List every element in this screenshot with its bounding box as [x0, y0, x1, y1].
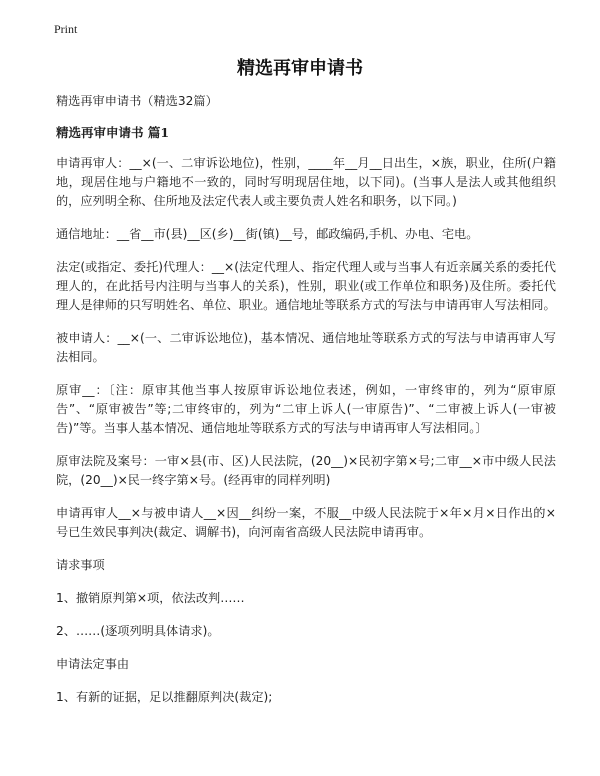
heading-requests: 请求事项	[56, 558, 105, 572]
paragraph-agent: 法定(或指定、委托)代理人：__×(法定代理人、指定代理人或与当事人有近亲属关系的委托代理人的，在此括号内注明与当事人的关系)，性别，职业(或工作单位和职务)及住所。委托代理人是律师的只写明姓名、单位、职业。通信地址等联系方式的写法与申请再审人写法相同。	[56, 260, 556, 312]
page-title: 精选再审申请书	[237, 58, 363, 79]
request-item-1: 1、撤销原判第×项，依法改判……	[56, 591, 245, 605]
request-item-2: 2、……(逐项列明具体请求)。	[56, 624, 220, 638]
paragraph-original-party: 原审__：〔注：原审其他当事人按原审诉讼地位表述，例如，一审终审的，列为“原审原告”、“原审被告”等;二审终审的，列为“二审上诉人(一审原告)”、“二审被上诉人(一审被告)”等。当事人基本情况、通信地址等联系方式的写法与申请再审人写法相同。〕	[56, 383, 556, 435]
print-link[interactable]: Print	[54, 22, 78, 36]
paragraph-applicant: 申请再审人：__×(一、二审诉讼地位)，性别，____年__月__日出生，×族，职业，住所(户籍地，现居住地与户籍地不一致的，同时写明现居住地，以下同)。(当事人是法人或其他组织的，应列明全称、住所地及法定代表人或主要负责人姓名和职务，以下同。)	[56, 156, 556, 208]
paragraph-court-case: 原审法院及案号：一审×县(市、区)人民法院，(20__)×民初字第×号;二审__×市中级人民法院，(20__)×民一终字第×号。(经再审的同样列明)	[56, 454, 556, 487]
paragraph-respondent: 被申请人：__×(一、二审诉讼地位)，基本情况、通信地址等联系方式的写法与申请再审人写法相同。	[56, 331, 556, 364]
paragraph-address: 通信地址：__省__市(县)__区(乡)__街(镇)__号，邮政编码,手机、办电、宅电。	[56, 227, 479, 241]
ground-item-1: 1、有新的证据，足以推翻原判决(裁定);	[56, 690, 273, 704]
paragraph-statement: 申请再审人__×与被申请人__×因__纠纷一案，不服__中级人民法院于×年×月×日作出的×号已生效民事判决(裁定、调解书)，向河南省高级人民法院申请再审。	[56, 506, 556, 539]
heading-grounds: 申请法定事由	[56, 657, 130, 671]
document-subtitle: 精选再审申请书（精选32篇）	[56, 94, 218, 108]
document-body	[56, 92, 556, 721]
section-heading: 精选再审申请书 篇1	[56, 125, 170, 140]
